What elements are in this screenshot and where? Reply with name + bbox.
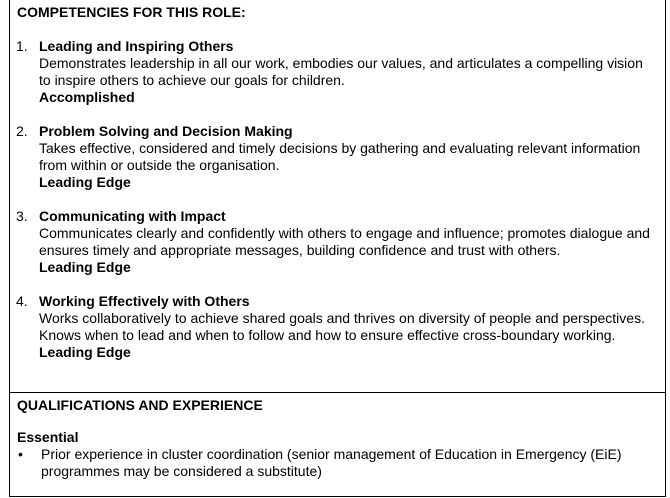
competency-level: Leading Edge — [39, 174, 131, 190]
competency-title: Communicating with Impact — [39, 208, 226, 224]
qualifications-heading: QUALIFICATIONS AND EXPERIENCE — [17, 397, 263, 413]
competency-number: 1. — [16, 38, 28, 54]
competency-body — [39, 293, 657, 361]
role-profile-table — [9, 0, 666, 497]
competency-number: 2. — [16, 123, 28, 139]
competency-description: Works collaboratively to achieve shared goals and thrives on diversity of people and perspectives. Knows when to lead and when to follow and how to ensure effective cross-boundary working. — [39, 310, 645, 343]
competency-title: Working Effectively with Others — [39, 293, 250, 309]
competency-title: Problem Solving and Decision Making — [39, 123, 293, 139]
competency-description: Communicates clearly and confidently with others to engage and influence; promotes dialogue and ensures timely and appropriate messages, building confidence and trust with others. — [39, 225, 650, 258]
bullet-text: Prior experience in cluster coordination (senior management of Education in Emergency (EiE) programmes may be considered a substitute) — [41, 446, 622, 479]
competency-level: Leading Edge — [39, 344, 131, 360]
competency-description: Takes effective, considered and timely decisions by gathering and evaluating relevant information from within or outside the organisation. — [39, 140, 641, 173]
competency-title: Leading and Inspiring Others — [39, 38, 234, 54]
competency-body — [39, 208, 657, 276]
competency-number: 3. — [16, 208, 28, 224]
competency-body — [39, 38, 657, 106]
competency-description: Demonstrates leadership in all our work, embodies our values, and articulates a compelling vision to inspire others to achieve our goals for children. — [39, 55, 643, 88]
competency-number: 4. — [16, 293, 28, 309]
competency-level: Leading Edge — [39, 259, 131, 275]
competencies-heading: COMPETENCIES FOR THIS ROLE: — [17, 4, 246, 20]
competencies-cell — [10, 0, 665, 393]
bullet-icon: • — [18, 446, 23, 462]
competency-body — [39, 123, 657, 191]
competency-level: Accomplished — [39, 89, 135, 105]
qualifications-cell — [10, 393, 665, 496]
essential-subheading: Essential — [17, 429, 79, 445]
